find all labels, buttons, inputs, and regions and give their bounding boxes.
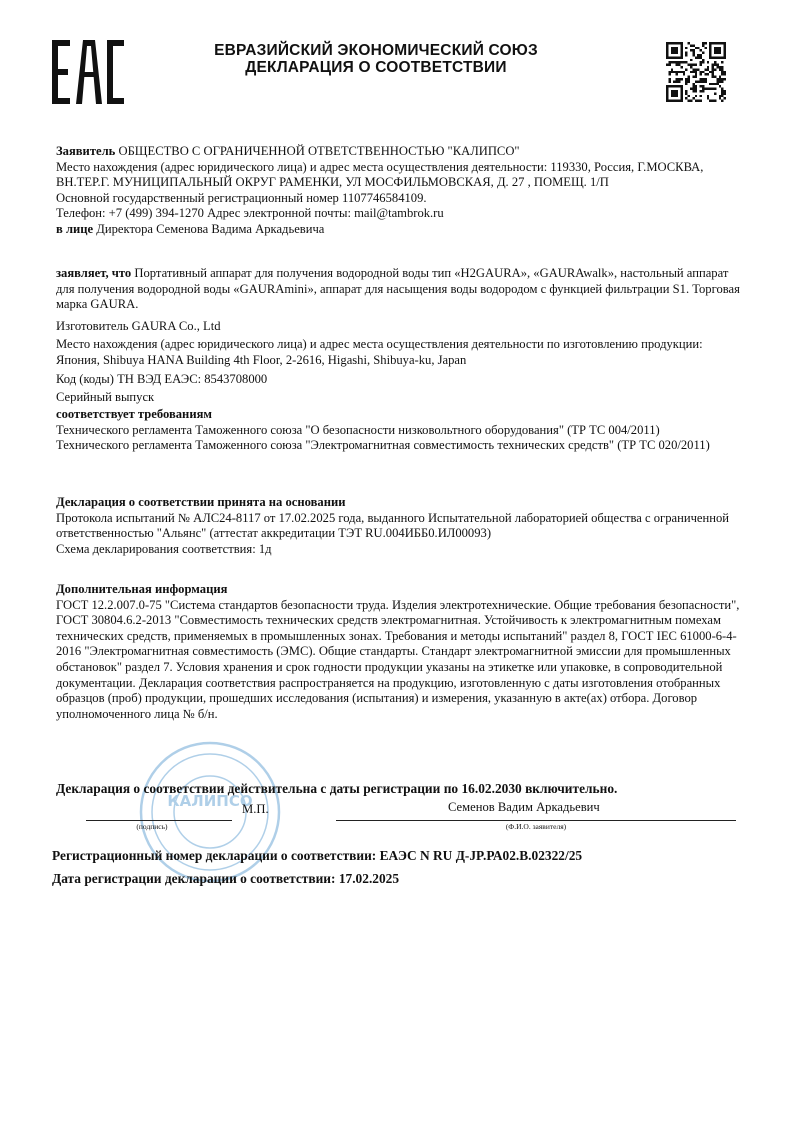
qr-code-icon: [666, 42, 726, 102]
applicant-contacts: Телефон: +7 (499) 394-1270 Адрес электронной почты: mail@tambrok.ru: [56, 206, 444, 221]
applicant-ogrn: Основной государственный регистрационный номер 1107746584109.: [56, 190, 427, 205]
name-caption: (Ф.И.О. заявителя): [505, 822, 567, 831]
signature-caption: (подпись): [136, 822, 168, 831]
signature-line: [86, 820, 232, 821]
tn-ved-code: Код (коды) ТН ВЭД ЕАЭС: 8543708000: [56, 372, 268, 386]
additional-label: Дополнительная информация: [56, 582, 228, 596]
manufacturer: Изготовитель GAURA Co., Ltd: [56, 319, 221, 333]
eac-logo-icon: [52, 40, 124, 104]
requirement-item: Технического регламента Таможенного союза "Электромагнитная совместимость технических средств" (ТР ТС 020/2011): [56, 438, 710, 453]
manufacturer-address-section: [56, 337, 746, 368]
batch-type: Серийный выпуск: [56, 390, 155, 404]
mp-mark: М.П.: [242, 802, 269, 816]
batch-section: [56, 390, 746, 406]
header-union-title: ЕВРАЗИЙСКИЙ ЭКОНОМИЧЕСКИЙ СОЮЗ: [214, 42, 538, 59]
validity-text: Декларация о соответствии действительна с даты регистрации по 16.02.2030 включительно.: [56, 781, 618, 796]
validity-section: [56, 781, 746, 797]
manufacturer-address: Место нахождения (адрес юридического лица) и адрес места осуществления деятельности по изготовлению продукции: Япония, Shibuya HANA Building 4th Floor, 2-2616, Higashi, Shibuya-ku, Japan: [56, 337, 703, 367]
applicant-person-line: [56, 222, 746, 238]
tnved-section: [56, 372, 746, 388]
basis-label: Декларация о соответствии принята на основании: [56, 495, 346, 509]
applicant-section: [56, 144, 746, 238]
applicant-address: Место нахождения (адрес юридического лица) и адрес места осуществления деятельности: 119330, Россия, Г.МОСКВА, ВН.ТЕР.Г. МУНИЦИПАЛЬНЫЙ ОКРУГ РАМЕНКИ, УЛ МОСФИЛЬМОВСКАЯ, Д. 27 , ПОМЕЩ. 1/П: [56, 159, 704, 190]
applicant-label: Заявитель: [56, 144, 116, 158]
requirements-section: [56, 407, 746, 454]
scheme-text: Схема декларирования соответствия: 1д: [56, 541, 272, 556]
document-header: [150, 42, 602, 76]
additional-section: [56, 582, 746, 722]
basis-section: [56, 495, 746, 557]
person-label: в лице: [56, 221, 94, 236]
name-line: [336, 820, 736, 821]
registration-number: Регистрационный номер декларации о соответствии: ЕАЭС N RU Д-JP.РА02.В.02322/25: [52, 848, 583, 863]
product-label: заявляет, что: [56, 266, 132, 280]
product-section: [56, 266, 746, 313]
additional-text: ГОСТ 12.2.007.0-75 "Система стандартов безопасности труда. Изделия электротехнические. Общие требования безопасности", ГОСТ 30804.6.2-2013 "Совместимость технических средств электромагнитная. Устойчивость к электромагнитным помехам технических средств, применяемых в промышленных зонах. Требования и методы испытаний" раздел 8, ГОСТ IEC 61000-6-4-2016 "Электромагнитная совместимость (ЭМС). Общие стандарты. Стандарт электромагнитной эмиссии для промышленных обстановок" раздел 7. Условия хранения и срок годности продукции указаны на этикетке или упаковке, в сопроводительной документации. Декларация соответствия распространяется на продукцию, изготовленную с даты изготовления отобранных образцов (проб) продукции, прошедших исследования (испытания) и измерения, указанную в акте(ах) отбора. Договор уполномоченного лица № б/н.: [56, 597, 740, 721]
basis-text: Протокола испытаний № АЛС24-8117 от 17.02.2025 года, выданного Испытательной лабораторией общества с ограниченной ответственностью "Альянс" (аттестат аккредитации ТЭТ RU.004ИББ0.ИЛ00093): [56, 510, 730, 541]
registration-date: Дата регистрации декларации о соответствии: 17.02.2025: [52, 871, 400, 886]
requirement-item: Технического регламента Таможенного союза "О безопасности низковольтного оборудования" (ТР ТС 004/2011): [56, 422, 660, 437]
manufacturer-section: [56, 319, 746, 335]
header-declaration-title: ДЕКЛАРАЦИЯ О СООТВЕТСТВИИ: [245, 59, 507, 76]
product-line: [56, 266, 746, 313]
signer-name: Семенов Вадим Аркадьевич: [448, 800, 600, 814]
applicant-name: ОБЩЕСТВО С ОГРАНИЧЕННОЙ ОТВЕТСТВЕННОСТЬЮ "КАЛИПСО": [115, 144, 520, 158]
person-name: Директора Семенова Вадима Аркадьевича: [93, 221, 325, 236]
product-text: Портативный аппарат для получения водородной воды тип «H2GAURA», «GAURAwalk», настольный аппарат для получения водородной воды «GAURAmini», аппарат для насыщения воды водородом с функцией фильтрации S1. Торговая марка GAURA.: [56, 266, 740, 312]
stamp-text: КАЛИПСО: [167, 792, 253, 810]
requirements-label: соответствует требованиям: [56, 407, 212, 421]
applicant-line: [56, 144, 746, 160]
